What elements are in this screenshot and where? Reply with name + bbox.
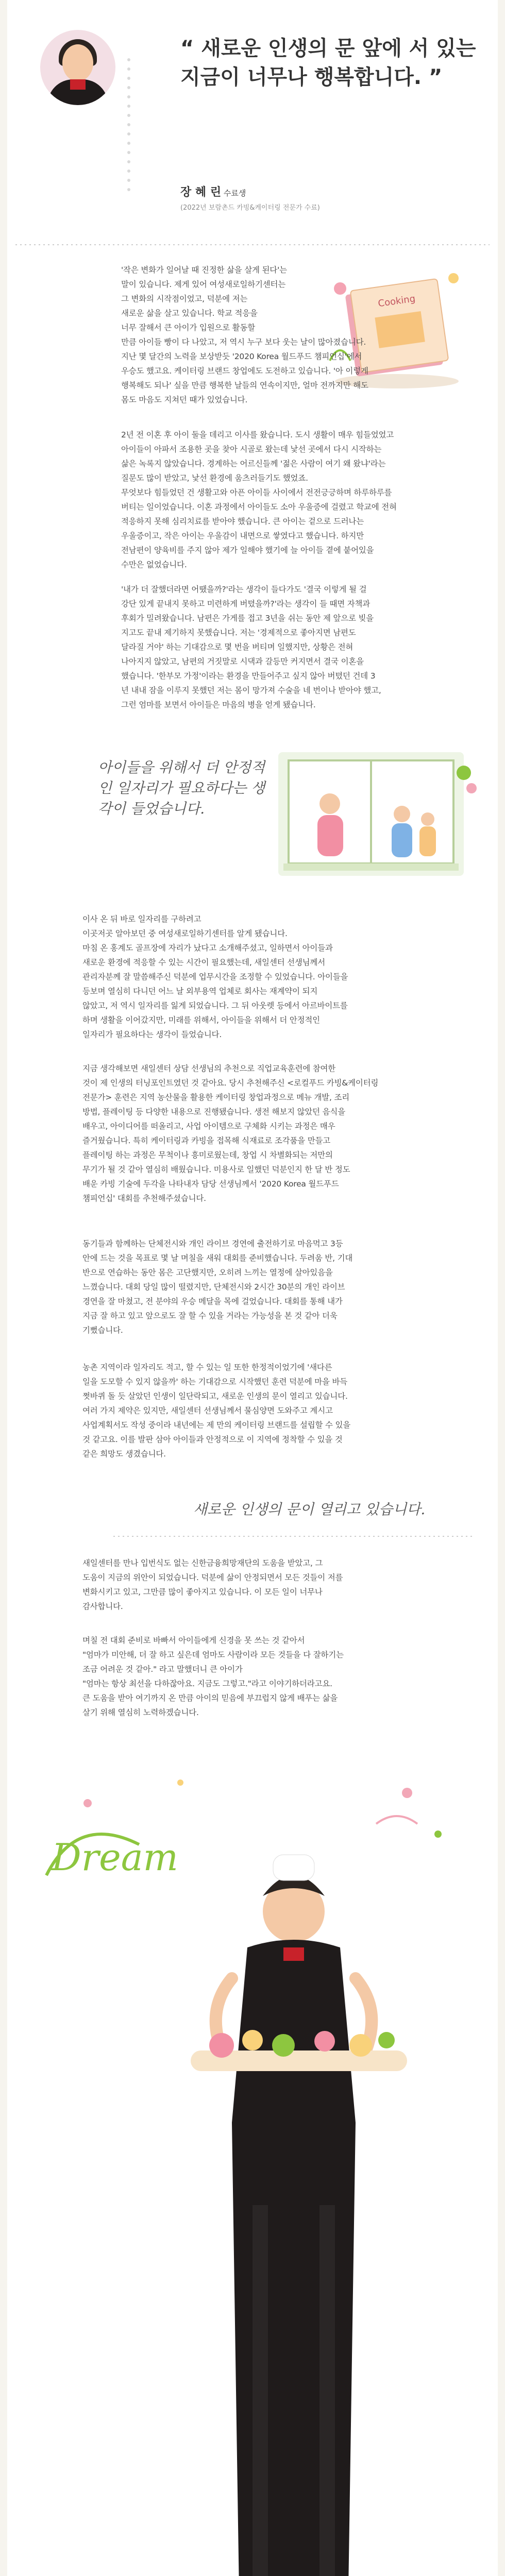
paragraph-6: 동기들과 함께하는 단체전시와 개인 라이브 경연에 출전하기로 마음먹고 3등 안에 드는 것을 목표로 몇 날 며칠을 새워 대회를 준비했습니다. 두려움 반, 기대 반으로 연습하는 동안 몸은 고단했지만, 오히려 느끼는 열정에 살아있음을 느꼈습니다. 대회 당일 많이 떨렸지만, 단체전시와 2시간 30분의 개인 라이브 경연을 잘 마쳤고, 전 분야의 우승 메달을 목에 걸었습니다. 대회를 통해 내가 지금 잘 하고 있고 앞으로도 잘 할 수 있을 거라는 가능성을 본 것 같아 더욱 기뻤습니다. [82, 1239, 353, 1335]
paragraph-1: '작은 변화가 일어날 때 진정한 삶을 살게 된다'는 말이 있습니다. 제게 있어 여성새로일하기센터는 그 변화의 시작점이었고, 덕분에 저는 새로운 삶을 살고 있습니다. 학교 적응을 너무 잘해서 큰 아이가 입원으로 활동할 만큼 아이들 빵이 다 나았고, 저 역시 누구 보다 웃는 날이 많아졌습니다. 지난 몇 달간의 노력을 보상받듯 '2020 Korea 월드푸드 챔피언십'에서 우승도 했고요. 케이터링 브랜드 창업에도 도전하고 있습니다. '아 이렇게 행복해도 되나' 싶을 만큼 행복한 날들의 연속이지만, 얼마 전까지만 해도 몸도 마음도 지쳐던 때가 있었습니다. [121, 265, 368, 404]
decorative-dots [124, 34, 164, 219]
author-name [180, 183, 246, 199]
family-window-illustration [268, 742, 484, 891]
paragraph-2: 2년 전 이혼 후 아이 둘을 데리고 이사를 왔습니다. 도시 생활이 매우 힘들었었고 아이들이 아파서 조용한 곳을 찾아 시골로 왔는데 낯선 곳에서 다시 시작하는 삶은 녹록지 않았습니다. 경계하는 어르신들께 '젊은 사람이 여기 왜 왔냐'라는 질문도 많이 받았고, 낯선 환경에 움츠러들기도 했었죠. 무엇보다 힘들었던 건 생활고와 아픈 아이들 사이에서 전전긍긍하며 하루하루를 버티는 일이었습니다. 이혼 과정에서 아이들도 소아 우울증에 걸렸고 학교에 전혀 적응하지 못해 심리치료를 받아야 했습니다. 큰 아이는 겉으로 드러나는 우울증이고, 작은 아이는 우울감이 내면으로 쌓였다고 했습니다. 하지만 전남편이 양육비를 주지 않아 제가 일해야 했기에 늘 아이들 곁에 붙어있을 수만은 없었습니다. [121, 430, 397, 569]
dotted-divider [0, 242, 505, 247]
author-suffix: 수료생 [221, 189, 246, 198]
author-photo [40, 30, 115, 105]
dream-word: Dream [52, 1836, 178, 1879]
pull-quote: “ 새로운 인생의 문 앞에 서 있는 지금이 너무나 행복합니다. ” [180, 37, 476, 89]
dream-chef-illustration [15, 1741, 490, 2576]
paragraph-5: 지금 생각해보면 새일센터 상담 선생님의 추천으로 직업교육훈련에 참여한 것이 제 인생의 터닝포인트였던 것 같아요. 당시 추천해주신 <로컬푸드 카빙&케이터링 전문가> 훈련은 지역 농산물을 활용한 케이터링 창업과정으로 메뉴 개발, 조리 방법, 플레이팅 등 다양한 내용으로 진행됐습니다. 생전 해보지 않았던 음식을 배우고, 아이디어를 떠올리고, 사업 아이템으로 구체화 시키는 과정은 매우 즐거웠습니다. 특히 케이터링과 카빙을 접목해 식재료로 조각품을 만들고 플레이팅 하는 과정은 무척이나 흥미로웠는데, 창업 시 차별화되는 저만의 무기가 될 것 같아 열심히 배웠습니다. 미용사로 일했던 덕분인지 한 달 반 정도 배운 카빙 기술에 두각을 나타내자 담당 선생님께서 '2020 Korea 월드푸드 챔피언십' 대회를 추천해주셨습니다. [82, 1064, 379, 1203]
article-header [0, 0, 505, 222]
author-name-text: 장 혜 린 [180, 186, 222, 199]
paragraph-7: 농촌 지역이라 일자리도 적고, 할 수 있는 일 또한 한정적이었기에 '새다른 일을 도모할 수 있지 않을까' 하는 기대감으로 시작했던 훈련 덕분에 마을 바득 쩟바퀴 돌 듯 살았던 인생이 일단락되고, 새로운 인생의 문이 열리고 있습니다. 여러 가지 제약은 있지만, 새일센터 선생님께서 물심양면 도와주고 계시고 사업계획서도 작성 중이라 내년에는 제 만의 케이터링 브랜드를 설립할 수 있을 것 같고요. 이를 발판 삼아 아이들과 안정적으로 이 지역에 정착할 수 있을 것 같은 희망도 생겼습니다. [82, 1363, 351, 1459]
callout-underline [113, 1533, 474, 1540]
handwritten-callout-2: 새로운 인생의 문이 열리고 있습니다. [193, 1501, 426, 1518]
author-description: (2022년 보람촌드 카빙&케이터링 전문가 수료) [180, 204, 320, 212]
paragraph-8: 새일센터를 만나 입번식도 없는 신한금융희망재단의 도움을 받았고, 그 도움이 지금의 위안이 되었습니다. 덕분에 삶이 안정되면서 모든 것들이 저를 변화시키고 있고, 그만큼 많이 좋아지고 있습니다. 이 모든 일이 너무나 감사합니다. [82, 1558, 343, 1611]
paragraph-3: '내가 더 잘했더라면 어땠을까?'라는 생각이 들다가도 '결국 이렇게 될 걸 강단 있게 끝내지 못하고 미련하게 버텼을까?'라는 생각이 들 때면 자책과 후회가 밀려왔습니다. 남편은 가게를 접고 3년을 쉬는 동안 제 앞으로 빚을 지고도 끝내 제기하지 못했습니다. 저는 '경제적으로 좋아지면 남편도 달라질 거야' 하는 기대감으로 몇 번을 버티며 일했지만, 상황은 전혀 나아지지 않았고, 남편의 거짓말로 시댁과 갈등만 커지면서 결국 이혼을 했습니다. '한부모 가정'이라는 환경을 만들어주고 싶지 않아 버텼던 건데 3 년 내내 잠을 이루지 못했던 저는 몸이 망가져 수술을 네 번이나 받아야 했고, 그런 엄마를 보면서 아이들은 마음의 병을 얻게 됐습니다. [121, 585, 381, 709]
paragraph-4: 이사 온 뒤 바로 일자리를 구하려고 이곳저곳 알아보던 중 여성새로일하기센터를 알게 됐습니다. 마침 온 홍계도 골프장에 자리가 났다고 소개해주셨고, 일하면서 아이들과 새로운 환경에 적응할 수 있는 시간이 필요했는데, 새일센터 선생님께서 관리자분께 잘 말씀해주신 덕분에 업무시간을 조정할 수 있었습니다. 아이들을 등보며 열심히 다니던 어느 날 외부용역 업체로 회사는 재계약이 되지 않았고, 저 역시 일자리를 잃게 되었습니다. 그 뒤 아웃렛 등에서 아르바이트를 하며 생활을 이어갔지만, 미래를 위해서, 아이들을 위해서 더 안정적인 일자리가 필요하다는 생각이 들었습니다. [82, 914, 348, 1039]
handwritten-callout-1: 아이들을 위해서 더 안정적인 일자리가 필요하다는 생각이 들었습니다. [98, 759, 265, 817]
book-title-text: Cooking [377, 293, 416, 310]
paragraph-9: 며칠 전 대회 준비로 바빠서 아이들에게 신경을 못 쓰는 것 같아서 "엄마가 미안해, 더 잘 하고 싶은데 엄마도 사람이라 모든 것들을 다 잘하기는 조금 어려운 것 같아." 라고 말했더니 큰 아이가 "엄마는 항상 최선을 다하잖아요. 지금도 그렇고."라고 이야기하더라고요. 큰 도움을 받아 여기까지 온 만큼 아이의 믿음에 부끄럽지 않게 배푸는 삶을 살기 위해 열심히 노력하겠습니다. [82, 1636, 344, 1717]
